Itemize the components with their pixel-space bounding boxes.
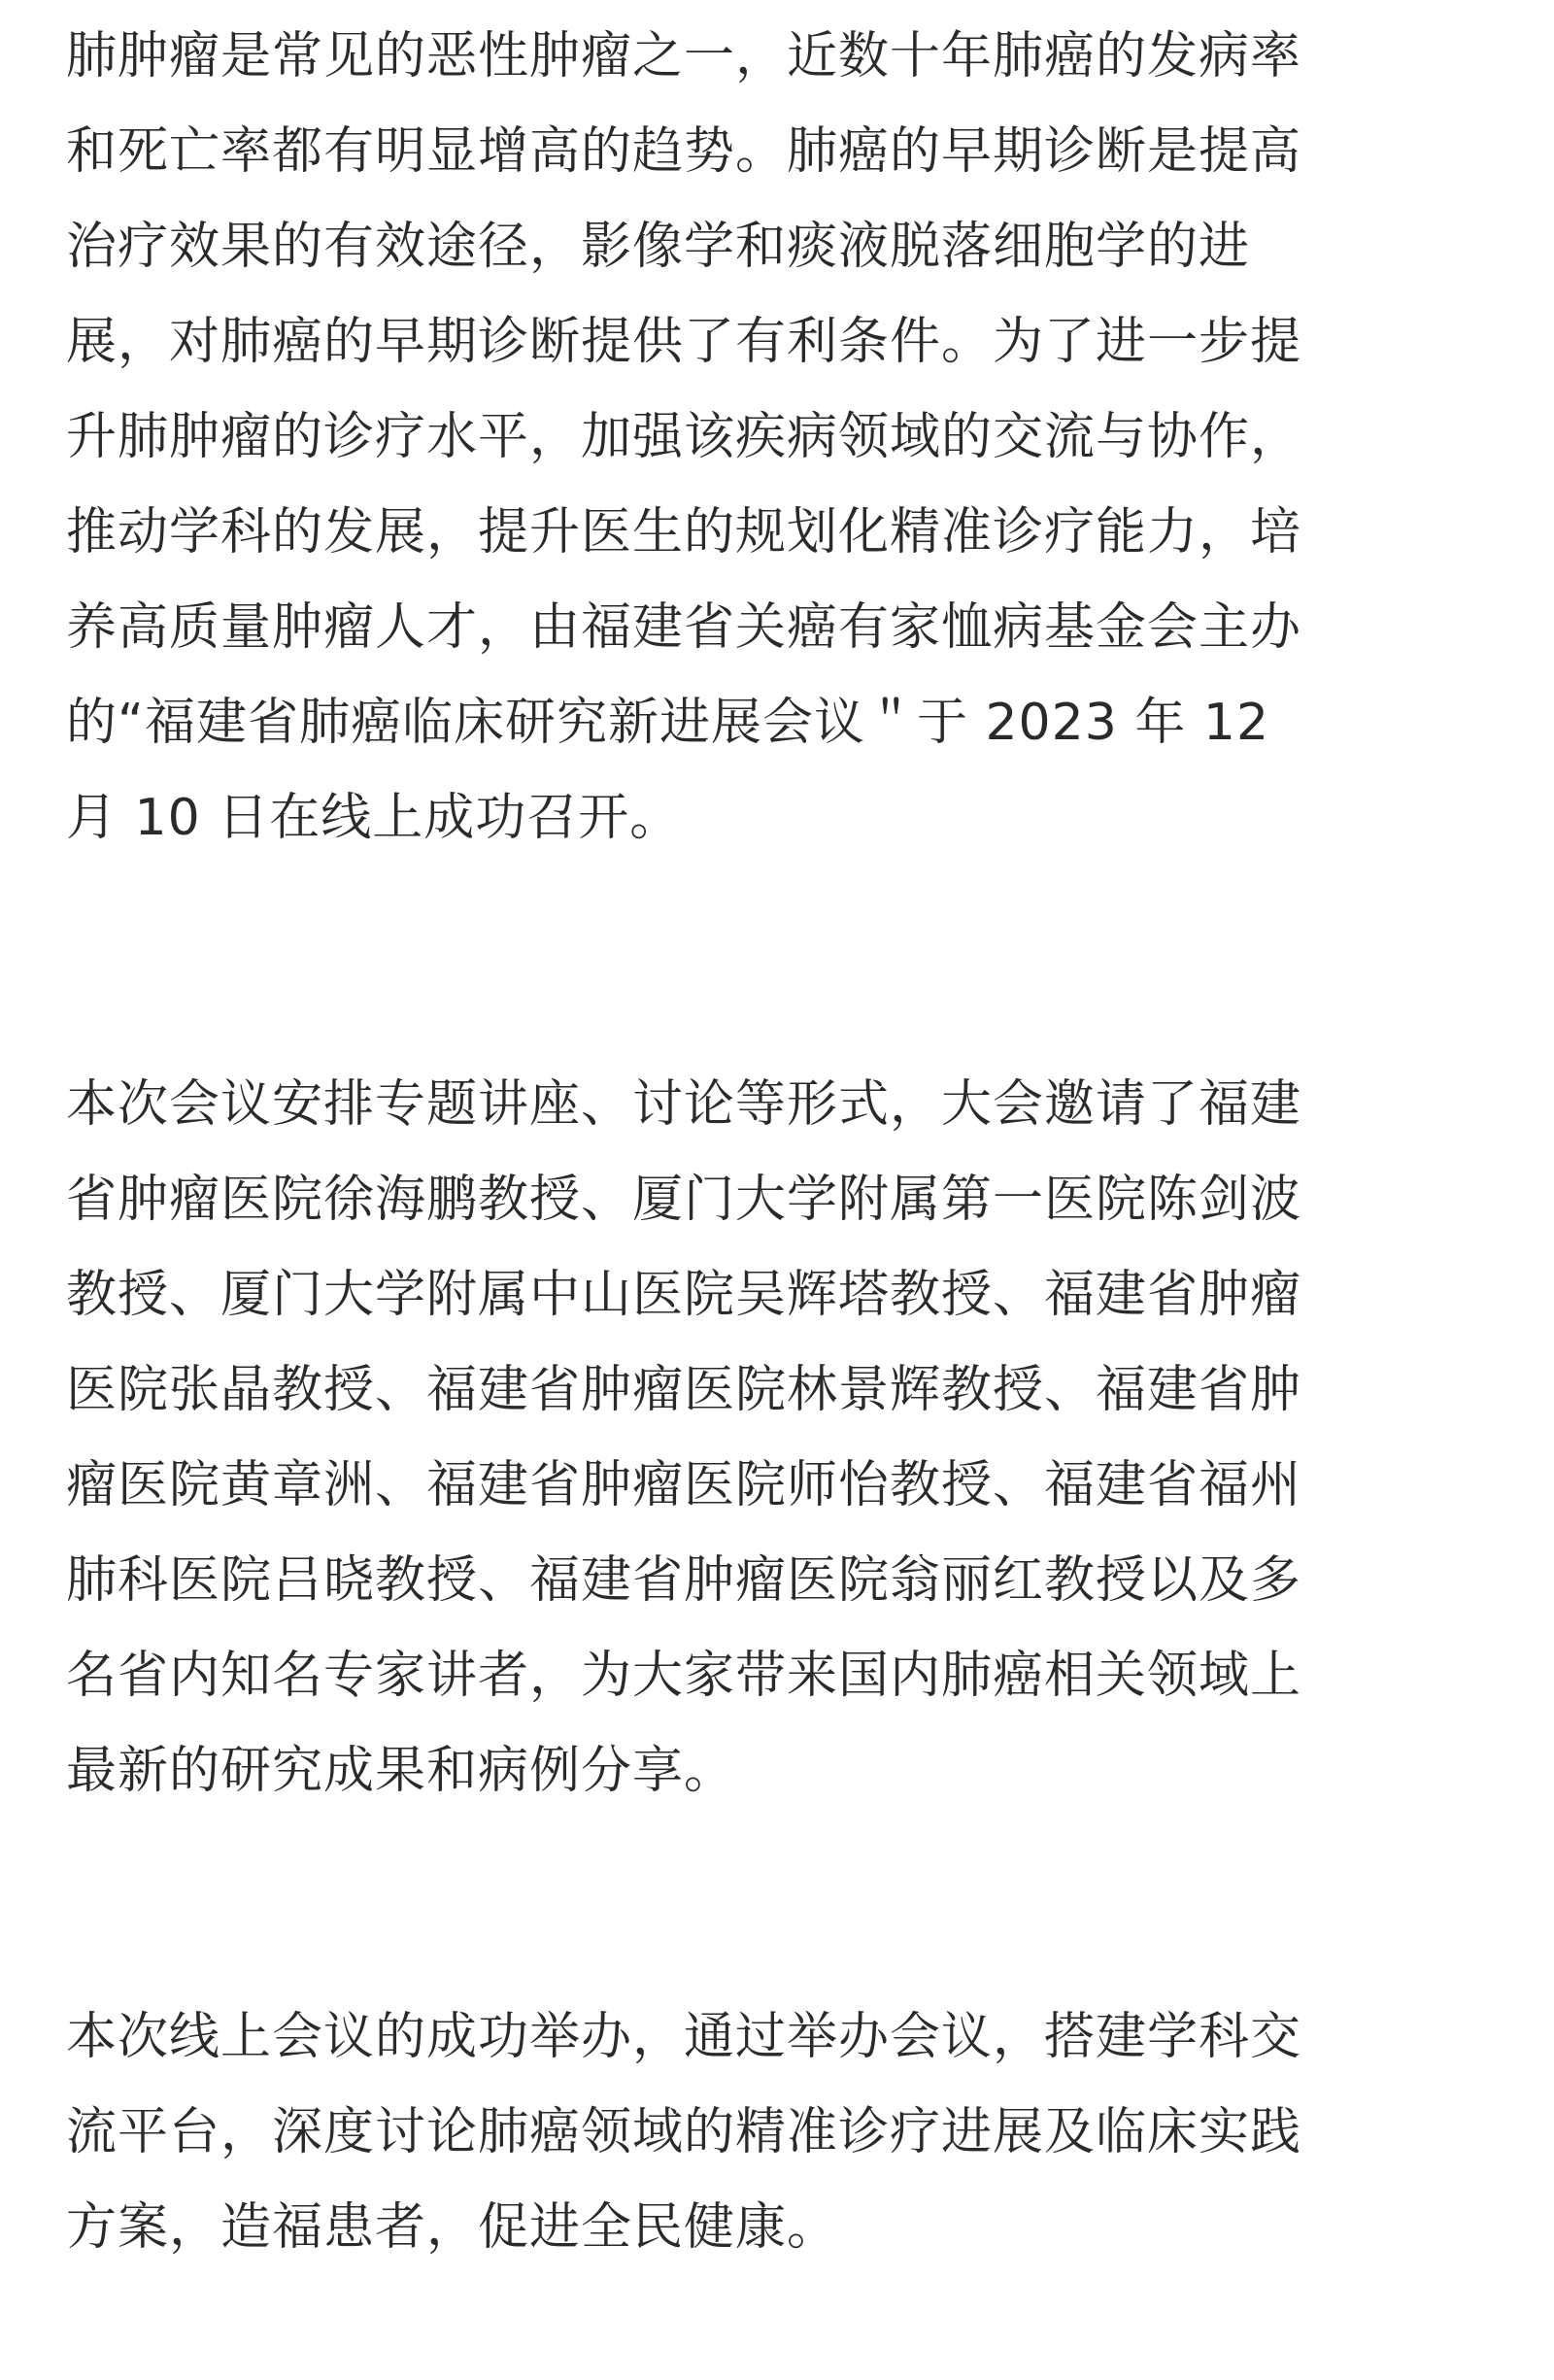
text-line: 和死亡率都有明显增高的趋势。肺癌的早期诊断是提高 [66, 122, 1302, 181]
text-line: 方案，造福患者，促进全民健康。 [66, 2198, 839, 2257]
text-line: 最新的研究成果和病例分享。 [66, 1742, 736, 1800]
text-line: 肺肿瘤是常见的恶性肿瘤之一，近数十年肺癌的发病率 [66, 27, 1302, 85]
text-line: 医院张晶教授、福建省肿瘤医院林景辉教授、福建省肿 [66, 1361, 1302, 1419]
paragraph-conclusion [66, 1989, 1488, 2275]
text-line: 养高质量肿瘤人才，由福建省关癌有家恤病基金会主办 [66, 598, 1302, 657]
text-line: 肺科医院吕晓教授、福建省肿瘤医院翁丽红教授以及多 [66, 1551, 1302, 1610]
text-line: 月 10 日在线上成功召开。 [66, 789, 682, 847]
text-line: 治疗效果的有效途径，影像学和痰液脱落细胞学的进 [66, 218, 1251, 276]
paragraph-intro [66, 9, 1488, 866]
text-line: 本次线上会议的成功举办，通过举办会议，搭建学科交 [66, 2008, 1302, 2066]
text-line: 省肿瘤医院徐海鹏教授、厦门大学附属第一医院陈剑波 [66, 1171, 1302, 1229]
text-line: 推动学科的发展，提升医生的规划化精准诊疗能力，培 [66, 503, 1302, 561]
paragraph-speakers [66, 1057, 1488, 1819]
text-line: 的“福建省肺癌临床研究新进展会议＂于 2023 年 12 [66, 694, 1270, 752]
text-line: 展，对肺癌的早期诊断提供了有利条件。为了进一步提 [66, 313, 1302, 371]
text-line: 瘤医院黄章洲、福建省肿瘤医院师怡教授、福建省福州 [66, 1456, 1302, 1514]
text-line: 名省内知名专家讲者，为大家带来国内肺癌相关领域上 [66, 1647, 1302, 1705]
text-line: 本次会议安排专题讲座、讨论等形式，大会邀请了福建 [66, 1075, 1302, 1134]
text-line: 流平台，深度讨论肺癌领域的精准诊疗进展及临床实践 [66, 2103, 1302, 2161]
text-line: 教授、厦门大学附属中山医院吴辉塔教授、福建省肿瘤 [66, 1266, 1302, 1324]
text-line: 升肺肿瘤的诊疗水平，加强该疾病领域的交流与协作， [66, 408, 1302, 466]
